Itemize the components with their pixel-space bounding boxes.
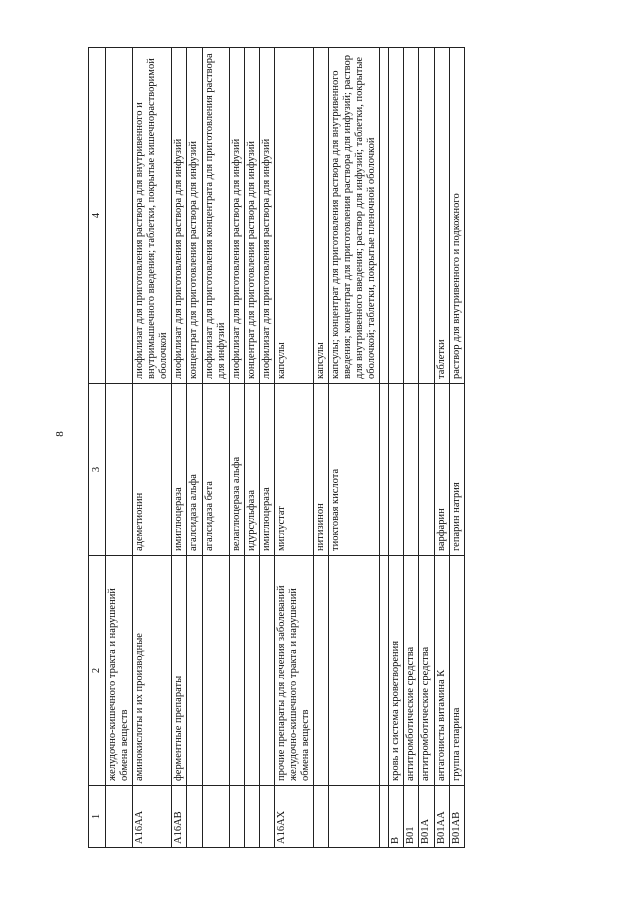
- drug-name-cell: имиглюцераза: [259, 384, 274, 556]
- group-name-cell: [259, 556, 274, 786]
- drug-name-cell: идурсульфаза: [244, 384, 259, 556]
- table-row: [434, 48, 449, 848]
- atc-code-cell: A16AX: [274, 786, 313, 848]
- group-name-cell: прочие препараты для лечения заболеваний желудочно-кишечного тракта и нарушений обмена веществ: [274, 556, 313, 786]
- table-row: [106, 48, 133, 848]
- dosage-forms-cell: лиофилизат для приготовления раствора для инфузий: [229, 48, 244, 384]
- drug-name-cell: агалсидаза бета: [202, 384, 229, 556]
- dosage-forms-cell: капсулы: [314, 48, 329, 384]
- dosage-forms-cell: [389, 48, 404, 384]
- group-name-cell: аминокислоты и их производные: [133, 556, 172, 786]
- group-name-cell: [229, 556, 244, 786]
- group-name-cell: [202, 556, 229, 786]
- drug-name-cell: имиглюцераза: [172, 384, 187, 556]
- atc-code-cell: A16AA: [133, 786, 172, 848]
- table-row: [229, 48, 244, 848]
- table-row: [172, 48, 187, 848]
- group-name-cell: антитромботические средства: [404, 556, 419, 786]
- group-name-cell: [329, 556, 380, 786]
- group-name-cell: антитромботические средства: [419, 556, 434, 786]
- drug-name-cell: [419, 384, 434, 556]
- atc-code-cell: [202, 786, 229, 848]
- drug-name-cell: [380, 384, 389, 556]
- atc-code-cell: [259, 786, 274, 848]
- table-row: [244, 48, 259, 848]
- table-row: [187, 48, 202, 848]
- group-name-cell: ферментные препараты: [172, 556, 187, 786]
- column-header: 2: [89, 556, 106, 786]
- atc-code-cell: [187, 786, 202, 848]
- drug-name-cell: тиоктовая кислота: [329, 384, 380, 556]
- drug-name-cell: велаглюцераза альфа: [229, 384, 244, 556]
- dosage-forms-cell: [380, 48, 389, 384]
- drug-name-cell: миглустат: [274, 384, 313, 556]
- group-name-cell: [314, 556, 329, 786]
- rotated-page-content: [88, 48, 608, 848]
- table-row: [449, 48, 464, 848]
- drug-name-cell: [389, 384, 404, 556]
- dosage-forms-cell: лиофилизат для приготовления раствора для инфузий: [172, 48, 187, 384]
- atc-code-cell: [380, 786, 389, 848]
- table-row: [259, 48, 274, 848]
- group-name-cell: желудочно-кишечного тракта и нарушений обмена веществ: [106, 556, 133, 786]
- drug-name-cell: нитизинон: [314, 384, 329, 556]
- drug-name-cell: адеметионин: [133, 384, 172, 556]
- drug-name-cell: [106, 384, 133, 556]
- table-header-row: [89, 48, 106, 848]
- dosage-forms-cell: [106, 48, 133, 384]
- atc-code-cell: B: [389, 786, 404, 848]
- drug-name-cell: агалсидаза альфа: [187, 384, 202, 556]
- atc-code-cell: [106, 786, 133, 848]
- drug-list-table: [88, 47, 465, 848]
- dosage-forms-cell: концентрат для приготовления раствора для инфузий: [244, 48, 259, 384]
- table-row: [202, 48, 229, 848]
- atc-code-cell: [329, 786, 380, 848]
- atc-code-cell: B01A: [419, 786, 434, 848]
- table-row: [329, 48, 380, 848]
- table-row: [274, 48, 313, 848]
- column-header: 1: [89, 786, 106, 848]
- group-name-cell: группа гепарина: [449, 556, 464, 786]
- dosage-forms-cell: капсулы; концентрат для приготовления раствора для внутривенного введения; концентрат для приготовления раствора для инфузий; раствор для внутривенного введения; раствор для инфузий; таблетки, покрытые оболочкой; таблетки, покрытые пленочной оболочкой: [329, 48, 380, 384]
- dosage-forms-cell: [419, 48, 434, 384]
- dosage-forms-cell: [404, 48, 419, 384]
- atc-code-cell: [244, 786, 259, 848]
- dosage-forms-cell: лиофилизат для приготовления концентрата для приготовления раствора для инфузий: [202, 48, 229, 384]
- group-name-cell: [244, 556, 259, 786]
- atc-code-cell: A16AB: [172, 786, 187, 848]
- atc-code-cell: B01AB: [449, 786, 464, 848]
- drug-name-cell: варфарин: [434, 384, 449, 556]
- column-header: 3: [89, 384, 106, 556]
- table-row: [314, 48, 329, 848]
- group-name-cell: антагонисты витамина К: [434, 556, 449, 786]
- atc-code-cell: B01AA: [434, 786, 449, 848]
- table-row: [133, 48, 172, 848]
- column-header: 4: [89, 48, 106, 384]
- atc-code-cell: [229, 786, 244, 848]
- dosage-forms-cell: таблетки: [434, 48, 449, 384]
- table-row: [389, 48, 404, 848]
- dosage-forms-cell: концентрат для приготовления раствора для инфузий: [187, 48, 202, 384]
- dosage-forms-cell: раствор для внутривенного и подкожного: [449, 48, 464, 384]
- table-row: [404, 48, 419, 848]
- dosage-forms-cell: лиофилизат для приготовления раствора для инфузий: [259, 48, 274, 384]
- group-name-cell: [187, 556, 202, 786]
- group-name-cell: кровь и система кроветворения: [389, 556, 404, 786]
- atc-code-cell: B01: [404, 786, 419, 848]
- group-name-cell: [380, 556, 389, 786]
- table-row: [419, 48, 434, 848]
- dosage-forms-cell: капсулы: [274, 48, 313, 384]
- table-row: [380, 48, 389, 848]
- dosage-forms-cell: лиофилизат для приготовления раствора для внутривенного и внутримышечного введения; таблетки, покрытые кишечнорастворимой оболочкой: [133, 48, 172, 384]
- atc-code-cell: [314, 786, 329, 848]
- drug-name-cell: гепарин натрия: [449, 384, 464, 556]
- drug-name-cell: [404, 384, 419, 556]
- page-number: 8: [54, 431, 66, 437]
